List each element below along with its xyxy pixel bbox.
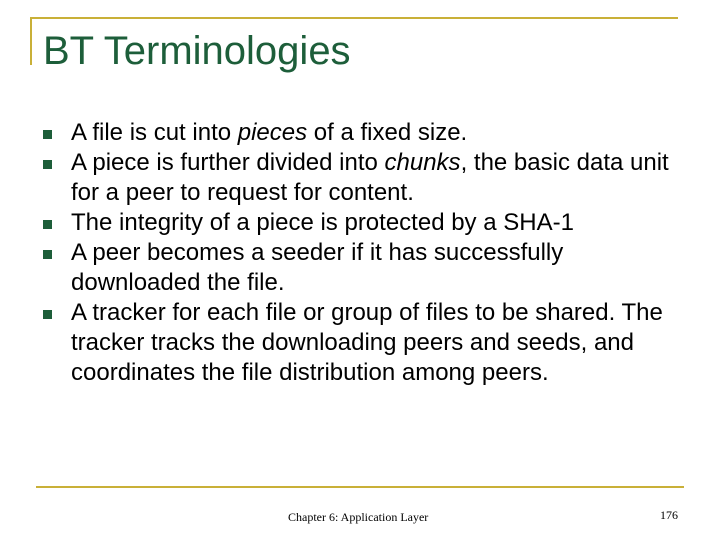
bullet-list <box>43 118 673 388</box>
bullet-item <box>43 208 673 238</box>
bullet-text <box>71 299 663 386</box>
bullet-emphasis: pieces <box>237 119 308 146</box>
bullet-text-part: A tracker for each file or group of files to be shared. The tracker tracks the downloading peers and seeds, and coordinates the file distribution among peers. <box>71 299 663 386</box>
slide-title: BT Terminologies <box>43 29 351 73</box>
bullet-text <box>71 149 669 206</box>
bullet-text-part: , the basic data unit for a peer to request for content. <box>71 149 669 206</box>
page-number: 176 <box>660 508 678 522</box>
bullet-text <box>71 209 574 236</box>
bullet-text-part: of a fixed size. <box>307 119 468 146</box>
footer-chapter: Chapter 6: Application Layer <box>288 510 429 524</box>
square-bullet-icon <box>43 220 52 229</box>
bullet-item <box>43 118 673 148</box>
bullet-item <box>43 298 673 388</box>
bullet-text-part: The integrity of a piece is protected by a SHA-1 <box>71 209 574 236</box>
bullet-text <box>71 119 467 146</box>
frame-bottom-line <box>36 486 684 488</box>
bullet-emphasis: chunks <box>384 149 461 176</box>
square-bullet-icon <box>43 160 52 169</box>
bullet-item <box>43 148 673 208</box>
bullet-item <box>43 238 673 298</box>
bullet-text-part: A file is cut into <box>71 119 238 146</box>
frame-top-line <box>30 17 678 19</box>
bullet-text-part: A piece is further divided into <box>71 149 385 176</box>
bullet-text <box>71 239 563 296</box>
square-bullet-icon <box>43 310 52 319</box>
bullet-text-part: A peer becomes a seeder if it has successfully downloaded the file. <box>71 239 564 296</box>
frame-left-line <box>30 17 32 65</box>
square-bullet-icon <box>43 130 52 139</box>
square-bullet-icon <box>43 250 52 259</box>
